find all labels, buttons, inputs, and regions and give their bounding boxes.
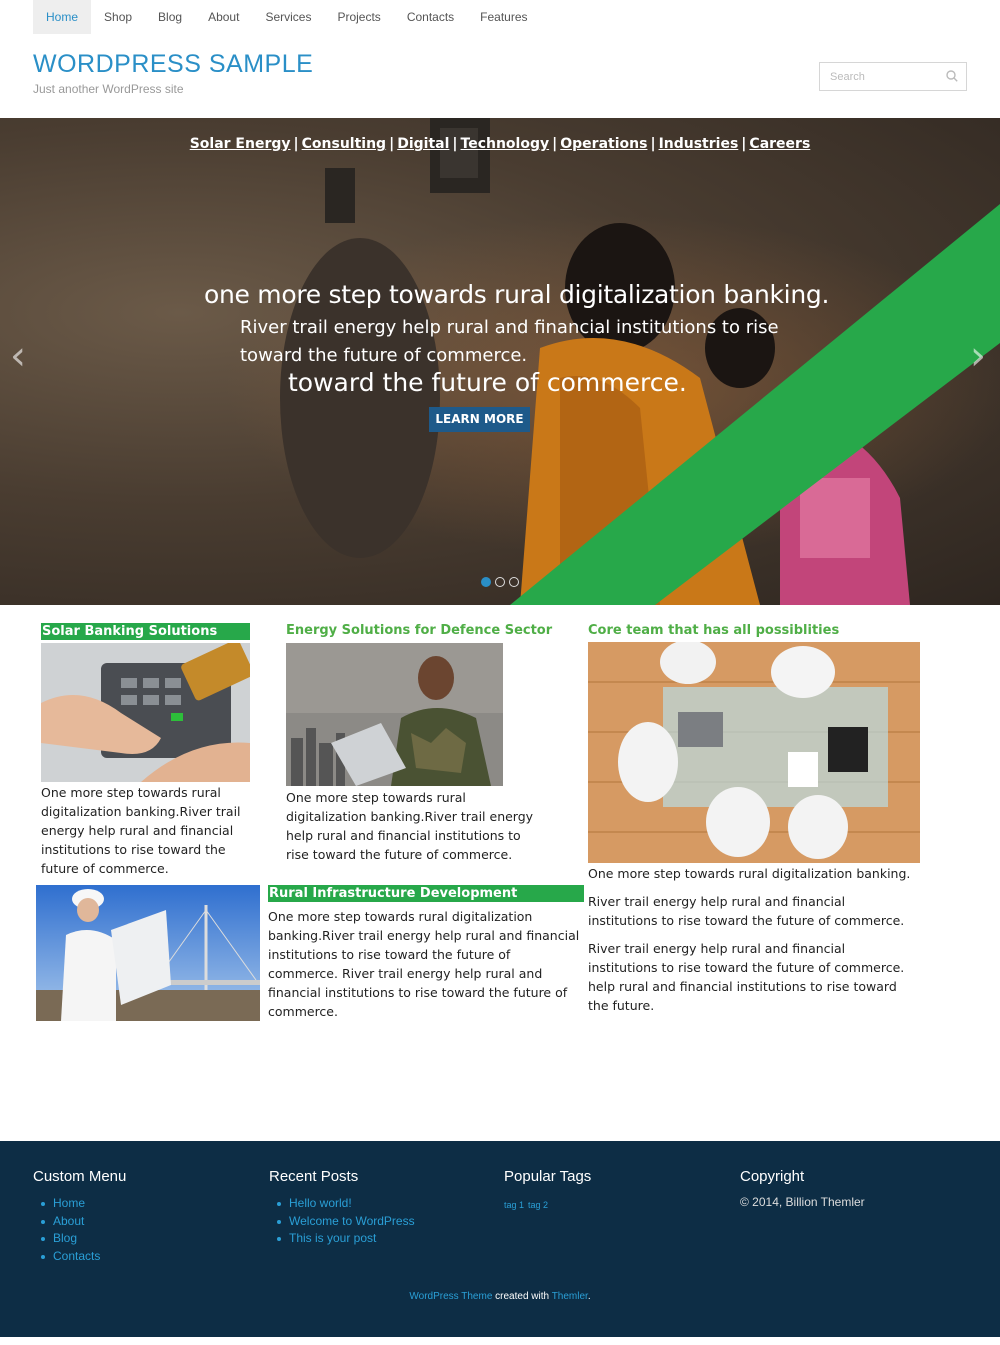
copyright-heading: Copyright (740, 1168, 805, 1185)
link-solar-energy[interactable]: Solar Energy (189, 136, 291, 152)
learn-more-button[interactable]: LEARN MORE (429, 407, 530, 432)
engineer-blueprint-image (36, 885, 260, 1021)
search-input[interactable] (820, 63, 938, 90)
link-operations[interactable]: Operations (560, 136, 648, 152)
link-technology[interactable]: Technology (460, 136, 550, 152)
search-icon[interactable] (946, 70, 958, 82)
footer-link-about[interactable]: About (40, 1213, 126, 1231)
nav-home[interactable]: Home (33, 0, 91, 34)
slide-dot-1[interactable] (481, 577, 491, 587)
site-title[interactable]: WORDPRESS SAMPLE (33, 50, 314, 78)
link-careers[interactable]: Careers (749, 136, 811, 152)
footer-copyright (740, 1168, 865, 1209)
post-link-hello-world[interactable]: Hello world! (276, 1195, 415, 1213)
link-consulting[interactable]: Consulting (301, 136, 387, 152)
copyright-text: © 2014, Billion Themler (740, 1195, 865, 1209)
core-team-text-2: River trail energy help rural and financial institutions to rise toward the future of commerce. (588, 894, 905, 928)
defence-sector-title[interactable]: Energy Solutions for Defence Sector (286, 623, 553, 638)
footer-link-home[interactable]: Home (40, 1195, 126, 1213)
solar-banking-text: One more step towards rural digitalization banking.River trail energy help rural and financial institutions to rise toward the future of commerce. (41, 785, 241, 876)
nav-contacts[interactable]: Contacts (406, 10, 455, 24)
team-meeting-image (588, 642, 920, 863)
popular-tags-heading: Popular Tags (504, 1168, 592, 1185)
core-team-text-3: River trail energy help rural and financial institutions to rise toward the future of commerce. help rural and financial institutions to rise toward the future. (588, 941, 905, 1013)
core-team-text-1: One more step towards rural digitalization banking. (588, 866, 911, 881)
themler-link[interactable]: Themler (551, 1291, 588, 1302)
search-box (819, 62, 967, 91)
atm-card-image (41, 643, 250, 782)
link-industries[interactable]: Industries (658, 136, 739, 152)
site-tagline: Just another WordPress site (33, 82, 184, 96)
footer-credit (0, 1291, 1000, 1302)
hero-subtext-large: toward the future of commerce. (288, 368, 687, 397)
footer-custom-menu (33, 1168, 126, 1265)
hero-slider (0, 118, 1000, 605)
footer-recent-posts (269, 1168, 415, 1248)
footer-link-blog[interactable]: Blog (40, 1230, 126, 1248)
rural-infrastructure-title[interactable]: Rural Infrastructure Development (268, 885, 584, 902)
nav-shop[interactable]: Shop (104, 10, 133, 24)
post-link-this-is-your-post[interactable]: This is your post (276, 1230, 415, 1248)
footer-link-contacts[interactable]: Contacts (40, 1248, 126, 1266)
slide-dot-3[interactable] (509, 577, 519, 587)
footer-menu-heading: Custom Menu (33, 1168, 127, 1185)
hero-category-links: Solar Energy | Consulting | Digital | Technology | Operations | Industries | Careers (189, 136, 811, 152)
tag-link-1[interactable]: tag 1 (504, 1200, 525, 1210)
slide-dot-2[interactable] (495, 577, 505, 587)
core-team-title[interactable]: Core team that has all possiblities (588, 623, 840, 638)
nav-services[interactable]: Services (265, 10, 312, 24)
next-slide-icon[interactable]: › (970, 333, 986, 379)
slider-dots (481, 577, 519, 587)
credit-end-text: . (587, 1291, 591, 1302)
nav-projects[interactable]: Projects (337, 10, 381, 24)
nav-features[interactable]: Features (480, 10, 528, 24)
nav-blog[interactable]: Blog (158, 10, 183, 24)
soldier-laptop-image (286, 643, 503, 786)
hero-headline: one more step towards rural digitalization banking. (204, 280, 830, 309)
defence-sector-text: One more step towards rural digitalization banking.River trail energy help rural and financial institutions to rise toward the future of commerce. (286, 790, 534, 862)
nav-about[interactable]: About (208, 10, 240, 24)
tag-link-2[interactable]: tag 2 (528, 1200, 549, 1210)
credit-middle-text: created with (492, 1291, 552, 1302)
footer-popular-tags (504, 1168, 591, 1213)
recent-posts-heading: Recent Posts (269, 1168, 359, 1185)
main-nav (33, 0, 541, 34)
hero-subtext: River trail energy help rural and financial institutions to rise toward the future of commerce. (240, 317, 779, 366)
site-footer (0, 1141, 1000, 1337)
post-link-welcome[interactable]: Welcome to WordPress (276, 1213, 415, 1231)
solar-banking-title[interactable]: Solar Banking Solutions (41, 623, 250, 640)
wordpress-theme-link[interactable]: WordPress Theme (409, 1291, 493, 1302)
link-digital[interactable]: Digital (397, 136, 450, 152)
prev-slide-icon[interactable]: ‹ (10, 333, 26, 379)
rural-infrastructure-text: One more step towards rural digitalization banking.River trail energy help rural and financial institutions to rise toward the future of commerce. River trail energy help rural and financial institutions to rise toward the future of commerce. (268, 909, 580, 1019)
